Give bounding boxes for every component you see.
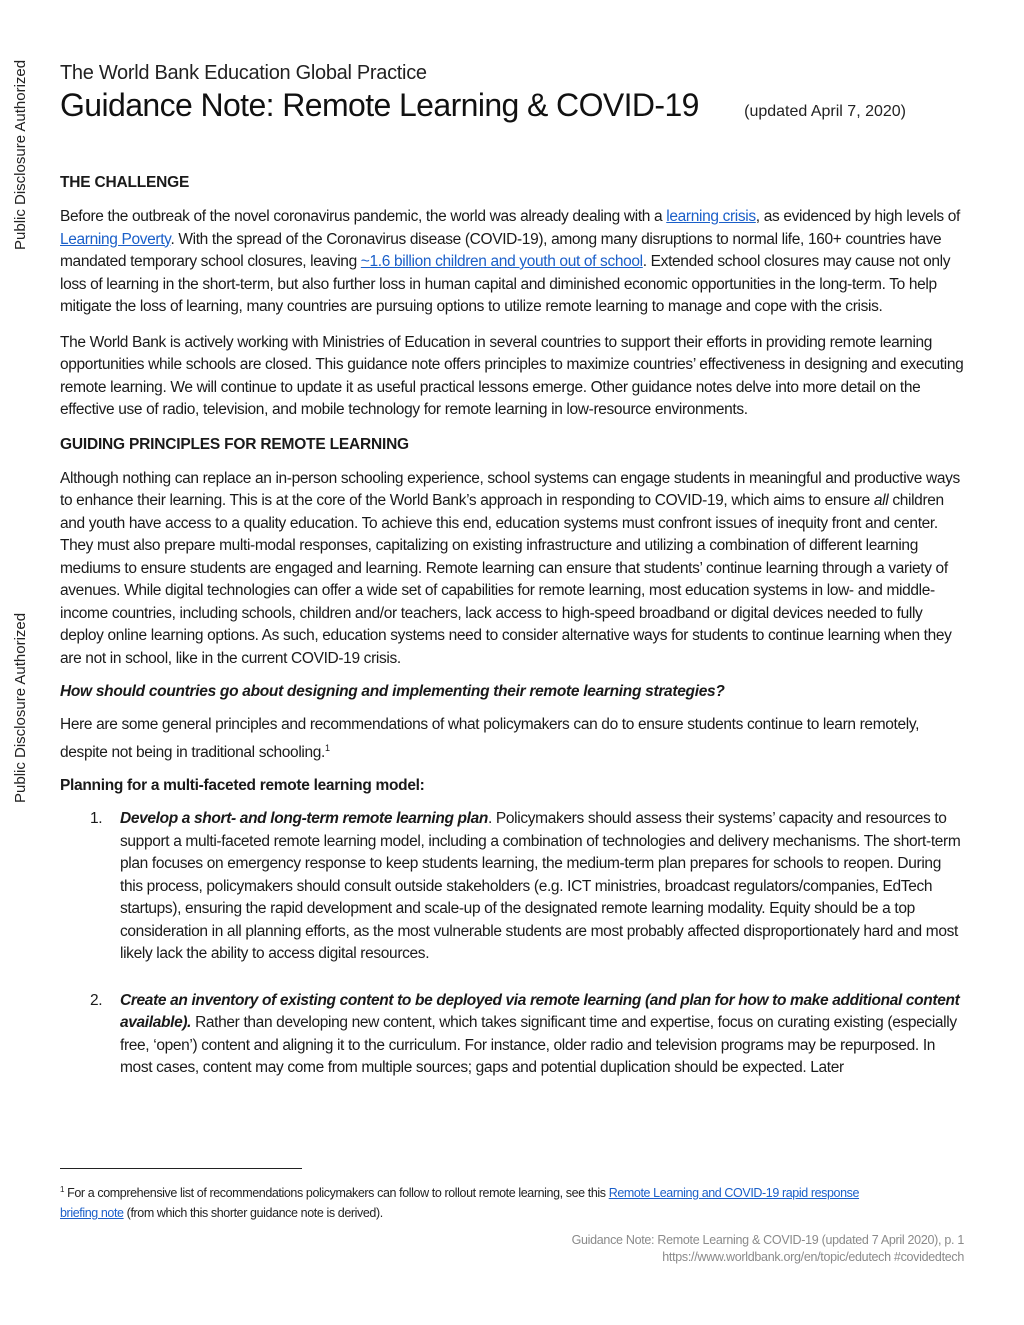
emphasis-all: all bbox=[873, 492, 889, 509]
challenge-paragraph-2: The World Bank is actively working with Ministries of Education in several countries to support their efforts in providing remote learning opportunities while schools are closed. This guidance note offers principles to maximize countries’ effectiveness in designing and executing remote learning. We will continue to update it as useful practical lessons emerge. Other guidance notes delve into more detail on the effective use of radio, television, and mobile technology for remote learning in low-resource environments. bbox=[60, 333, 964, 418]
text-segment: . Extended school closures may cause not only loss of learning in the short-term, but also further loss in human capital and diminished economic opportunities in the long-term. To help mitigate the loss of learning, many countries are pursuing options to utilize remote learning to manage and cope with the crisis. bbox=[60, 253, 951, 315]
list-item-text: Rather than developing new content, which takes significant time and expertise, focus on curating existing (especially free, ‘open’) content and aligning it to the curriculum. For instance, older radio and television programs may be repurposed. In most cases, content may come from multiple sources; gaps and potential duplication should be expected. Later bbox=[120, 1014, 957, 1077]
learning-crisis-link[interactable]: learning crisis bbox=[666, 208, 756, 225]
principles-paragraph-2 bbox=[60, 714, 964, 764]
list-number: 2. bbox=[90, 991, 103, 1009]
briefing-note-link[interactable]: Remote Learning and COVID-19 rapid response briefing note bbox=[60, 1186, 860, 1221]
footnote bbox=[60, 1180, 860, 1223]
list-item bbox=[60, 990, 964, 1080]
list-item-lead: Create an inventory of existing content to be deployed via remote learning (and plan for how to make additional content available). bbox=[120, 991, 960, 1032]
footnote-number: 1 bbox=[60, 1185, 65, 1194]
text-segment: , as evidenced by high levels of bbox=[755, 208, 960, 225]
list-item-text: . Policymakers should assess their systems’ capacity and resources to support a multi-faceted remote learning model, including a combination of technologies and delivery mechanisms. The short-term plan focuses on emergency response to keep students learning, the medium-term plan prepares for schools to reopen. During this process, policymakers should consult outside stakeholders (e.g. ICT ministries, broadcast regulators/companies, EdTech startups), ensuring the rapid development and scale-up of the designated remote learning modality. Equity should be a top consideration in all planning efforts, as the most vulnerable students are most probably affected disproportionately hard and most likely lack the ability to access digital resources. bbox=[120, 810, 961, 963]
principles-heading: GUIDING PRINCIPLES FOR REMOTE LEARNING bbox=[60, 435, 409, 453]
list-number: 1. bbox=[90, 810, 103, 828]
planning-heading: Planning for a multi-faceted remote learning model: bbox=[60, 777, 425, 795]
text-segment: children and youth have access to a quality education. To achieve this end, education systems must confront issues of inequity front and center. They must also prepare multi-modal responses, capitalizing on existing infrastructure and utilizing a combination of different learning mediums to ensure students are engaged and learning. Remote learning can ensure that students’ continue learning through a variety of avenues. While digital technologies can offer a wide set of capabilities for remote learning, most education systems in low- and middle-income countries, including schools, children and/or teachers, lack access to high-speed broadband or digital devices needed to fully deploy online learning options. As such, education systems need to consider alternative ways for students to continue learning when they are not in school, like in the current COVID-19 crisis. bbox=[60, 492, 952, 667]
footnote-text: (from which this shorter guidance note is derived). bbox=[123, 1206, 383, 1221]
footnote-ref[interactable]: 1 bbox=[325, 742, 330, 753]
footnote-divider bbox=[60, 1168, 302, 1169]
challenge-heading: THE CHALLENGE bbox=[60, 174, 190, 191]
planning-list bbox=[60, 808, 964, 1080]
challenge-paragraph-1 bbox=[60, 206, 964, 319]
principles-paragraph-1 bbox=[60, 468, 964, 671]
public-disclosure-label-top: Public Disclosure Authorized bbox=[12, 59, 29, 250]
organization-line: The World Bank Education Global Practice bbox=[60, 62, 427, 84]
public-disclosure-label-bottom: Public Disclosure Authorized bbox=[12, 612, 29, 803]
out-of-school-link[interactable]: ~1.6 billion children and youth out of school bbox=[360, 253, 643, 270]
document-page bbox=[60, 58, 964, 1080]
page-footer bbox=[572, 1232, 964, 1266]
footer-page-info: Guidance Note: Remote Learning & COVID-19 (updated 7 April 2020), p. 1 bbox=[571, 1233, 964, 1247]
footnote-text: For a comprehensive list of recommendations policymakers can follow to rollout remote learning, see this bbox=[64, 1186, 609, 1201]
document-title: Guidance Note: Remote Learning & COVID-19 bbox=[60, 87, 699, 123]
text-segment: Before the outbreak of the novel coronavirus pandemic, the world was already dealing with a bbox=[60, 208, 667, 225]
updated-date: (updated April 7, 2020) bbox=[744, 103, 906, 120]
text-segment: Although nothing can replace an in-person schooling experience, school systems can engage students in meaningful and productive ways to enhance their learning. This is at the core of the World Bank’s approach in responding to COVID-19, which aims to ensure bbox=[60, 469, 960, 509]
strategy-question: How should countries go about designing and implementing their remote learning strategies? bbox=[60, 683, 725, 700]
list-item-lead: Develop a short- and long-term remote learning plan bbox=[120, 810, 488, 828]
list-item bbox=[60, 808, 964, 966]
text-segment: Here are some general principles and recommendations of what policymakers can do to ensure students continue to learn remotely, despite not being in traditional schooling. bbox=[60, 716, 920, 761]
title-row bbox=[60, 87, 964, 124]
footer-url: https://www.worldbank.org/en/topic/edutech #covidedtech bbox=[662, 1250, 964, 1264]
text-segment: . With the spread of the Coronavirus disease (COVID-19), among many disruptions to normal life, 160+ countries have mandated temporary school closures, leaving bbox=[60, 230, 942, 270]
learning-poverty-link[interactable]: Learning Poverty bbox=[60, 230, 171, 248]
